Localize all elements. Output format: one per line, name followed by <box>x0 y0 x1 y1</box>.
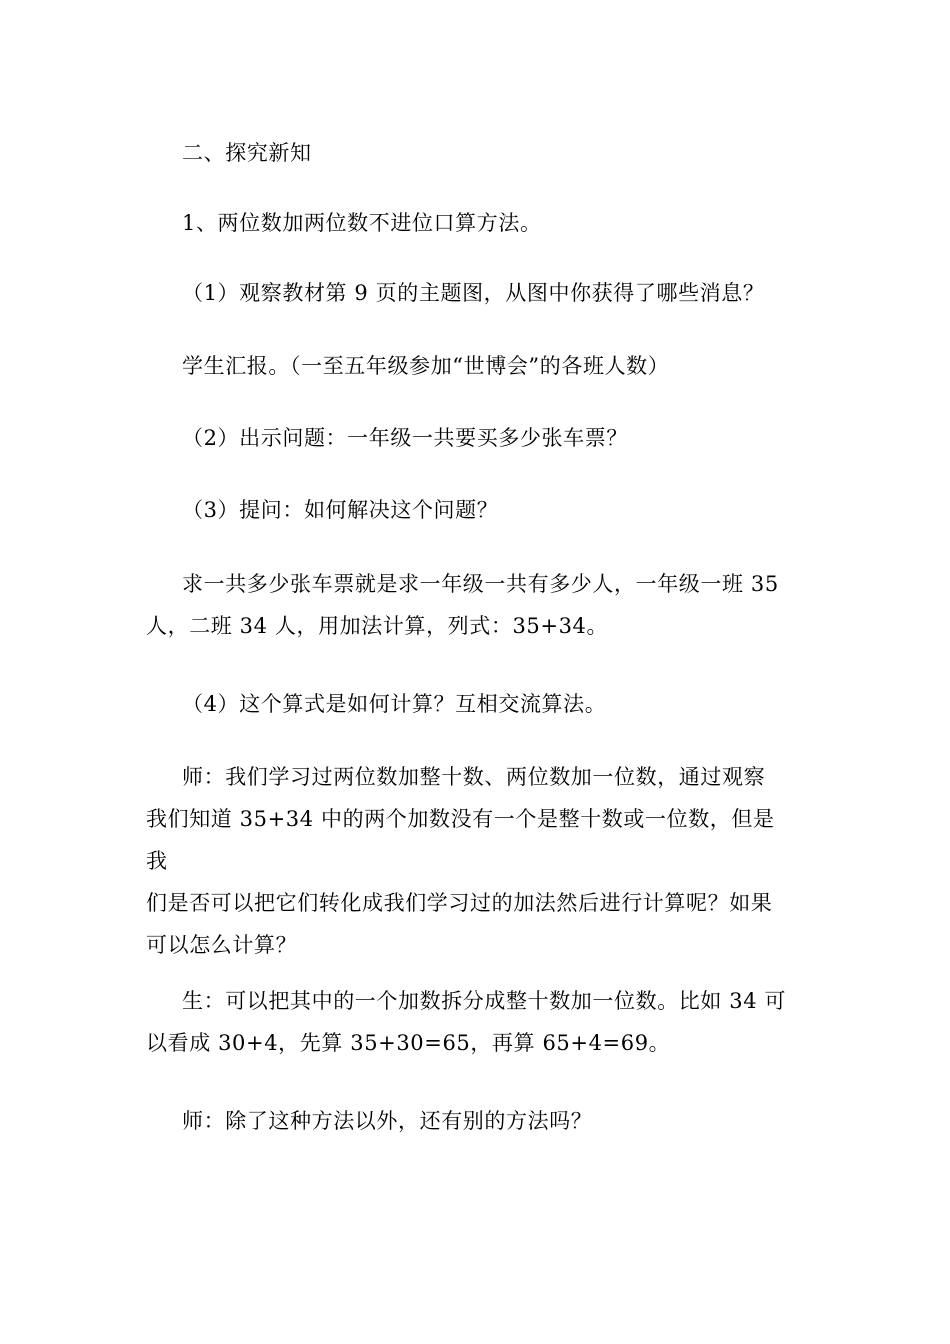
text-line: 求一共多少张车票就是求一年级一共有多少人，一年级一班 35 <box>182 572 779 596</box>
paragraph-step-2 <box>146 417 796 459</box>
text-line: 可以怎么计算？ <box>146 933 298 957</box>
text-line: 生：可以把其中的一个加数拆分成整十数加一位数。比如 34 可 <box>182 989 787 1013</box>
text-line: 二、探究新知 <box>182 141 312 165</box>
text-line: 学生汇报。（一至五年级参加“世博会”的各班人数） <box>182 354 670 378</box>
paragraph-step-3 <box>146 489 796 531</box>
text-line: （3）提问：如何解决这个问题？ <box>182 498 499 522</box>
paragraph-method-title <box>146 202 796 244</box>
text-line: 师：我们学习过两位数加整十数、两位数加一位数，通过观察 <box>182 765 766 789</box>
text-line: （1）观察教材第 9 页的主题图，从图中你获得了哪些消息？ <box>182 281 765 305</box>
text-line: 1、两位数加两位数不进位口算方法。 <box>182 211 542 235</box>
paragraph-teacher-1 <box>146 756 796 966</box>
paragraph-step-1 <box>146 272 796 314</box>
heading-explore-new-knowledge <box>146 132 796 174</box>
text-line: 师：除了这种方法以外，还有别的方法吗？ <box>182 1109 593 1133</box>
text-line: 以看成 30+4，先算 35+30=65，再算 65+4=69。 <box>146 1031 671 1055</box>
text-line: 我们知道 35+34 中的两个加数没有一个是整十数或一位数，但是我 <box>146 807 775 873</box>
text-line: 人，二班 34 人，用加法计算，列式：35+34。 <box>146 614 609 638</box>
paragraph-step-4 <box>146 683 796 725</box>
paragraph-student-report <box>146 345 796 387</box>
text-line: （4）这个算式是如何计算？互相交流算法。 <box>182 692 607 716</box>
text-line: 们是否可以把它们转化成我们学习过的加法然后进行计算呢？如果 <box>146 891 773 915</box>
paragraph-student-answer <box>146 980 796 1064</box>
paragraph-solution <box>146 563 796 647</box>
text-line: （2）出示问题：一年级一共要买多少张车票？ <box>182 426 628 450</box>
paragraph-teacher-2 <box>146 1100 796 1142</box>
